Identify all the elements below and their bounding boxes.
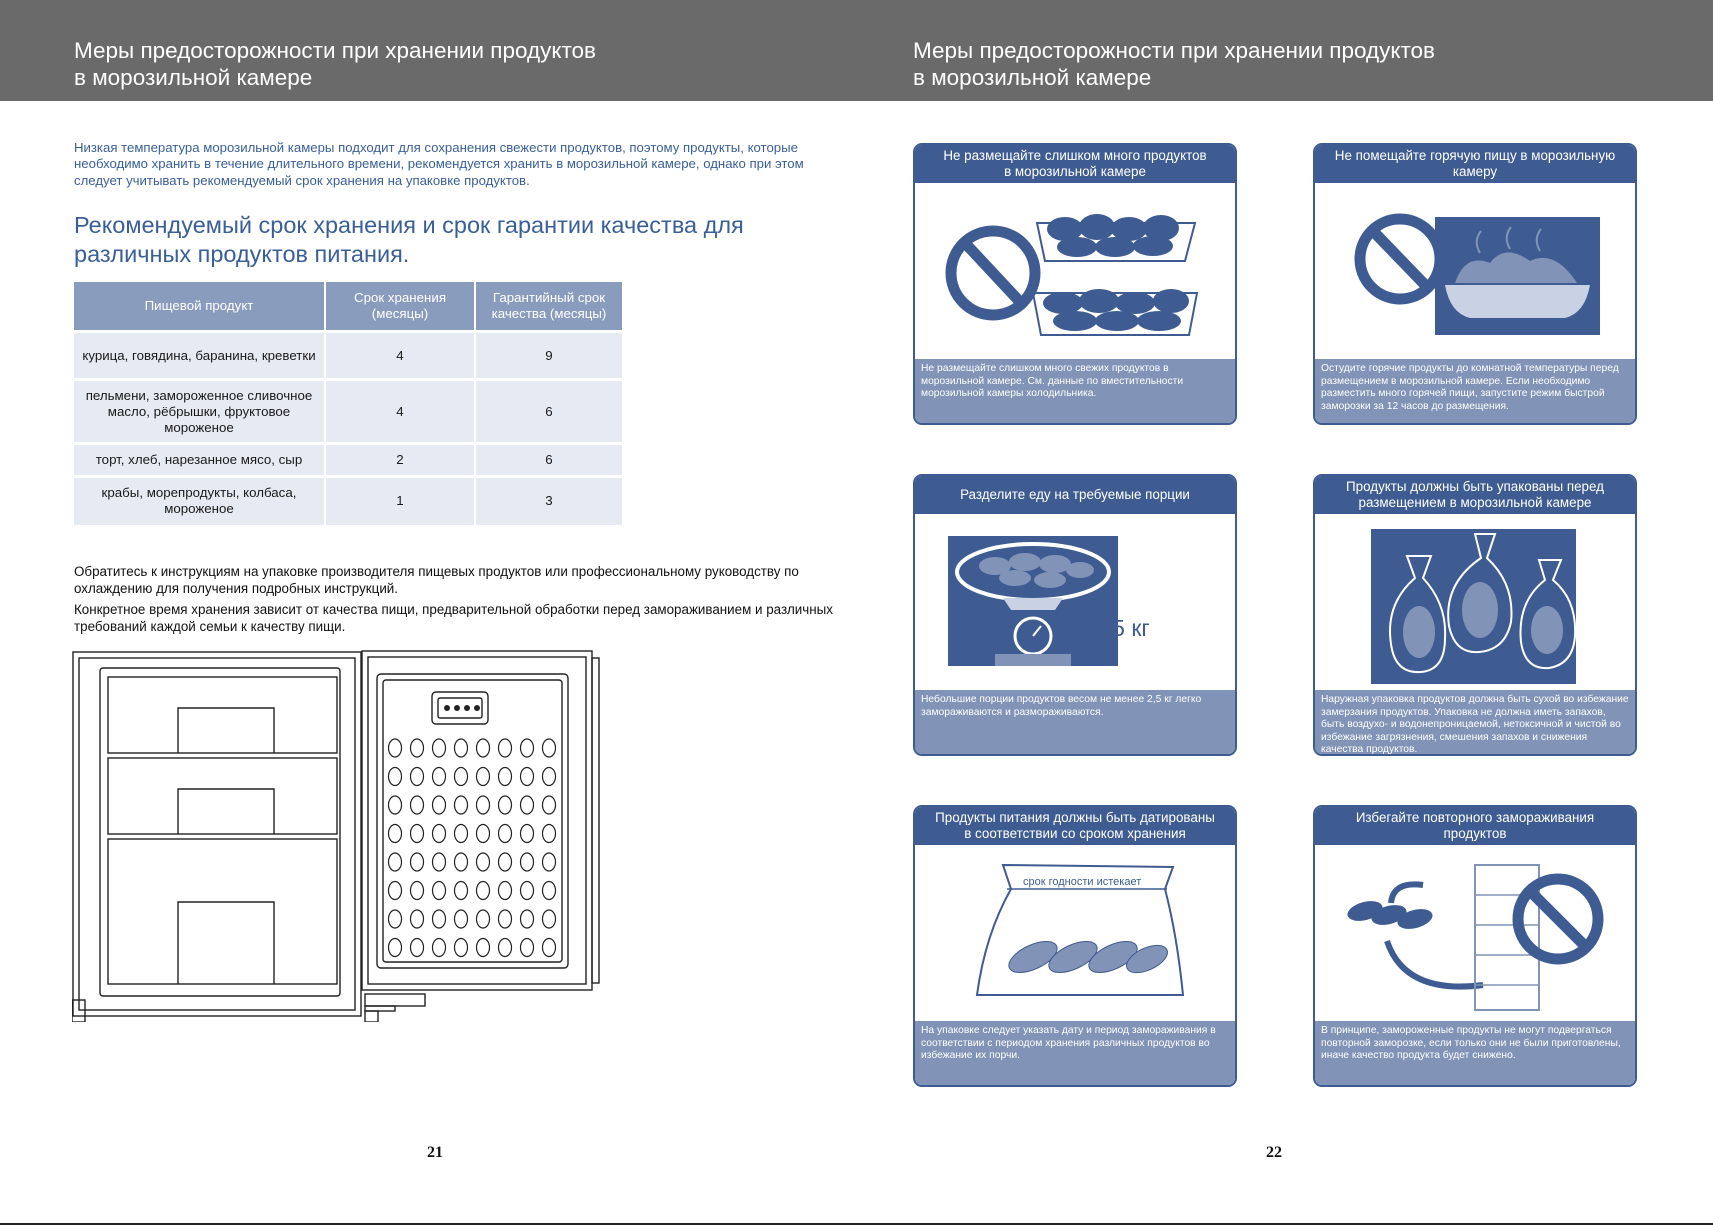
vent-hole [521,910,534,928]
card-title [1315,145,1635,183]
vent-hole [499,825,512,843]
vent-hole [455,825,468,843]
hot-dish-illustration [1315,183,1635,359]
weight-label: 2,5 кг [1093,615,1150,641]
refreeze-illustration [1315,845,1635,1021]
vent-hole [499,853,512,871]
vent-hole [389,882,402,900]
header-food: Пищевой продукт [74,282,325,332]
right-title-line-1: Меры предосторожности при хранении продуктов [913,38,1436,63]
prohibition-icon [951,231,1035,315]
vent-hole [521,882,534,900]
vent-hole [477,796,490,814]
cell-quality: 6 [475,444,622,477]
vent-hole [543,739,556,757]
vent-hole [543,853,556,871]
vent-hole [521,853,534,871]
vent-hole [455,853,468,871]
page-number-left: 21 [427,1144,443,1161]
card-title-line: в морозильной камере [1004,164,1146,179]
note-storage-time: Конкретное время хранения зависит от качества пищи, предварительной обработки перед замораживанием и различных требований каждой семьи к качеству пищи. [74,602,833,634]
vent-hole [499,939,512,957]
vent-hole [433,939,446,957]
table-row [74,477,622,525]
vent-hole [455,739,468,757]
overloaded-trays-illustration [915,183,1235,359]
section-subheading [74,211,814,269]
page-number-right: 22 [1266,1144,1282,1161]
header-quality-term: Гарантийный срок качества (месяцы) [475,282,622,332]
intro-paragraph: Низкая температура морозильной камеры подходит для сохранения свежести продуктов, поэтому продукты, которые необходимо хранить в течение длительного времени, рекомендуется хранить в морозильной камере, однако при этом следует учитывать рекомендуемый срок хранения на упаковке продуктов. [74,140,804,188]
cell-storage: 1 [325,477,475,525]
cell-storage: 4 [325,332,475,380]
left-title-line-2: в морозильной камере [74,65,313,90]
freezer-drawing [72,650,604,1022]
vent-hole [389,796,402,814]
vent-hole [477,939,490,957]
cell-quality: 9 [475,332,622,380]
vent-hole [521,939,534,957]
packaged-food-illustration [1315,514,1635,690]
vent-hole [521,739,534,757]
left-title-line-1: Меры предосторожности при хранении продуктов [74,38,597,63]
vent-hole [543,882,556,900]
left-page-title [74,37,596,91]
card-title [1315,476,1635,514]
vent-hole [411,939,424,957]
vent-hole [499,796,512,814]
vent-hole [543,768,556,786]
vent-hole [499,910,512,928]
card-description: Не размещайте слишком много свежих продуктов в морозильной камере. См. данные по вместительности морозильной камеры холодильника. [915,359,1235,423]
vent-hole [411,796,424,814]
card-no-refreeze [1313,805,1637,1087]
vent-hole [433,882,446,900]
card-title [915,145,1235,183]
prohibition-icon [1518,879,1598,959]
vent-hole [499,768,512,786]
card-description: Наружная упаковка продуктов должна быть сухой во избежание замерзания продуктов. Упаковка не должна иметь запахов, быть воздухо- и водонепроницаемой, нетоксичной и чистой во избежание загрязнения, смешения запахов и снижения качества продуктов. [1315,690,1635,754]
cell-food: пельмени, замороженное сливочное масло, рёбрышки, фруктовое мороженое [74,380,325,444]
table-header-row [74,282,622,332]
vent-hole [477,853,490,871]
vent-hole [455,910,468,928]
card-title-line: в соответствии со сроком хранения [964,826,1186,841]
card-title-line: Продукты должны быть упакованы перед [1346,479,1604,494]
table-row [74,380,622,444]
vent-hole [543,825,556,843]
vent-hole [411,825,424,843]
cell-food: торт, хлеб, нарезанное мясо, сыр [74,444,325,477]
card-title-line: Не помещайте горячую пищу в морозильную [1334,148,1616,163]
table-row [74,332,622,380]
vent-hole [389,853,402,871]
vent-hole [389,768,402,786]
header-storage-term: Срок хранения (месяцы) [325,282,475,332]
vent-hole [543,939,556,957]
vent-hole [411,768,424,786]
card-packaging [1313,474,1637,756]
card-title-line: камеру [1452,164,1498,179]
scale-illustration [915,514,1235,690]
vent-hole [411,739,424,757]
vent-hole [411,882,424,900]
card-description: В принципе, замороженные продукты не могут подвергаться повторной заморозке, если только они не были приготовлены, иначе качество продукта будет снижено. [1315,1021,1635,1085]
card-title-line: Разделите еду на требуемые порции [960,487,1190,502]
cell-storage: 4 [325,380,475,444]
note-instructions: Обратитесь к инструкциям на упаковке производителя пищевых продуктов или профессиональному руководству по охлаждению для получения подробных инструкций. [74,564,799,596]
subheading-line-2: различных продуктов питания. [74,241,410,267]
vent-hole [433,768,446,786]
expiry-label: срок годности истекает [1023,876,1142,888]
cell-quality: 6 [475,380,622,444]
vent-hole [455,939,468,957]
card-title-line: Продукты питания должны быть датированы [935,810,1215,825]
card-no-hot-food [1313,143,1637,425]
card-title-line: размещением в морозильной камере [1358,495,1592,510]
card-title [1315,807,1635,845]
vent-hole [477,768,490,786]
card-portions [913,474,1237,756]
card-description: Небольшие порции продуктов весом не менее 2,5 кг легко замораживаются и размораживаются. [915,690,1235,754]
vent-hole [455,882,468,900]
vent-hole [433,796,446,814]
vent-hole [521,768,534,786]
vent-hole [455,796,468,814]
card-title [915,807,1235,845]
cell-quality: 3 [475,477,622,525]
vent-hole [543,910,556,928]
vent-hole [433,739,446,757]
subheading-line-1: Рекомендуемый срок хранения и срок гарантии качества для [74,212,744,238]
cell-food: курица, говядина, баранина, креветки [74,332,325,380]
vent-hole [477,882,490,900]
vent-hole [499,882,512,900]
card-description: На упаковке следует указать дату и период замораживания в соответствии с периодом хранения различных продуктов во избежание их порчи. [915,1021,1235,1085]
cell-food: крабы, морепродукты, колбаса, мороженое [74,477,325,525]
vent-hole [389,825,402,843]
vent-hole [433,910,446,928]
vent-hole [389,910,402,928]
card-title-line: Избегайте повторного замораживания [1355,810,1595,825]
vent-hole [433,825,446,843]
table-row [74,444,622,477]
vent-hole [433,853,446,871]
vent-hole [389,739,402,757]
card-description: Остудите горячие продукты до комнатной температуры перед размещением в морозильной камере. Если необходимо разместить много горячей пищи, запустите режим быстрой заморозки за 12 часов до размещения. [1315,359,1635,423]
vent-hole [455,768,468,786]
vent-hole [521,796,534,814]
cell-storage: 2 [325,444,475,477]
vent-hole [521,825,534,843]
card-not-overload [913,143,1237,425]
vent-hole [411,853,424,871]
card-title-line: Не размещайте слишком много продуктов [943,148,1207,163]
right-page-title [913,37,1435,91]
vent-hole [411,910,424,928]
card-dating [913,805,1237,1087]
prohibition-icon [1351,217,1440,301]
vent-hole [389,939,402,957]
vent-hole [543,796,556,814]
vent-hole [477,910,490,928]
storage-table [74,282,622,525]
card-title-line: продуктов [1443,826,1507,841]
vent-hole [477,825,490,843]
vent-hole [477,739,490,757]
card-title [915,476,1235,514]
right-title-line-2: в морозильной камере [913,65,1152,90]
dated-bag-illustration [915,845,1235,1021]
vent-hole [499,739,512,757]
